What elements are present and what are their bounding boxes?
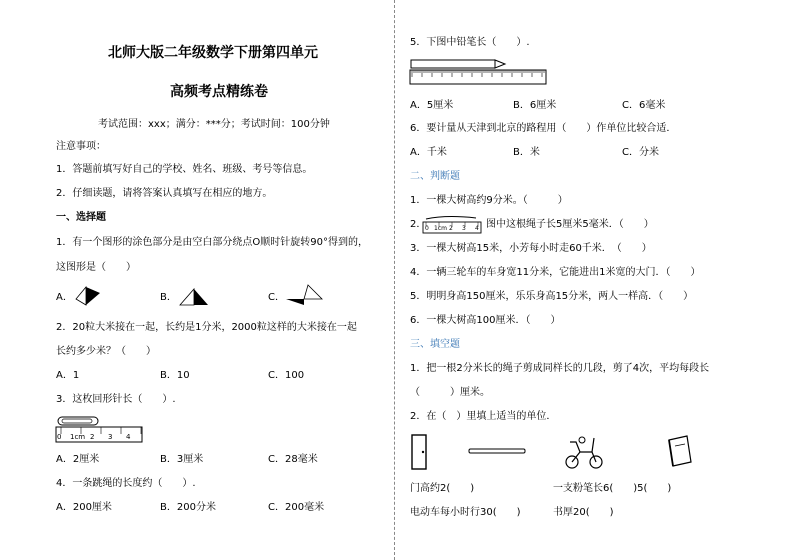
judge-item: 1．一棵大树高约9分米。（ ） <box>410 195 568 206</box>
chalk-icon <box>467 446 529 456</box>
ruler-tick-label: 0 <box>57 433 62 441</box>
paperclip-ruler-image <box>55 416 145 444</box>
ruler-tick-label: 2 <box>90 433 95 441</box>
judge-item: 图中这根绳子长5厘米5毫米．（ ） <box>486 219 654 230</box>
door-icon <box>410 434 430 470</box>
q5-option-b: B．6厘米 <box>513 100 557 111</box>
q6-option-a: A．千米 <box>410 147 447 158</box>
section-heading-judge: 二、判断题 <box>410 171 460 182</box>
fill2-pencil: 一支粉笔长6( )5( ) <box>553 483 672 494</box>
q3-option-b: B．3厘米 <box>160 454 204 465</box>
ruler-tick-label: 1cm <box>434 225 447 232</box>
fill2-book: 书厚20( ) <box>553 507 614 518</box>
q2-option-c: C．100 <box>268 370 305 381</box>
fill1-stem: 1．把一根2分米长的绳子剪成同样长的几段，剪了4次，平均每段长 <box>410 363 710 374</box>
q1-option-c: C． <box>268 292 285 303</box>
scooter-icon <box>562 432 606 470</box>
ruler-tick-label: 3 <box>108 433 113 441</box>
judge-item: 3．一棵大树高15米，小芳每小时走60千米． （ ） <box>410 243 652 254</box>
ruler-tick-label: 1cm <box>70 433 86 441</box>
q2-stem-cont: 长约多少米？（ ） <box>56 346 156 357</box>
notes-heading: 注意事项： <box>56 141 106 152</box>
ruler-tick-label: 0 <box>425 225 429 232</box>
q6-option-b: B．米 <box>513 147 540 158</box>
judge-item-number: 2． <box>410 219 427 230</box>
q2-option-a: A．1 <box>56 370 80 381</box>
q1-stem-cont: 这图形是（ ） <box>56 262 136 273</box>
q2-option-b: B．10 <box>160 370 190 381</box>
q6-option-c: C．分米 <box>622 147 659 158</box>
section-heading-choice: 一、选择题 <box>56 212 106 223</box>
judge-item: 4．一辆三轮车的车身宽11分米，它能进出1米宽的大门．（ ） <box>410 267 701 278</box>
rotation-figure-c <box>284 283 328 309</box>
exam-info: 考试范围：xxx；满分：***分；考试时间：100分钟 <box>98 119 330 130</box>
q6-stem: 6．要计量从天津到北京的路程用（ ）作单位比较合适． <box>410 123 677 134</box>
q4-option-b: B．200分米 <box>160 502 216 513</box>
q4-option-c: C．200毫米 <box>268 502 325 513</box>
q3-stem: 3．这枚回形针长（ ）. <box>56 394 176 405</box>
ruler-tick-label: 4 <box>475 225 479 232</box>
judge-item: 6．一棵大树高100厘米．（ ） <box>410 315 561 326</box>
column-divider <box>394 0 395 560</box>
rotation-figure-a <box>72 285 104 309</box>
fill1-stem-cont: （ ）厘米。 <box>410 387 490 398</box>
q4-stem: 4．一条跳绳的长度约（ ）. <box>56 478 196 489</box>
q3-option-a: A．2厘米 <box>56 454 100 465</box>
ruler-tick-label: 4 <box>126 433 131 441</box>
fill2-door: 门高约2( ) <box>410 483 475 494</box>
q1-option-a: A． <box>56 292 73 303</box>
ruler-tick-label: 3 <box>462 225 466 232</box>
fill2-stem: 2．在（ ）里填上适当的单位． <box>410 411 557 422</box>
page-title: 北师大版二年级数学下册第四单元 <box>108 45 318 61</box>
q5-stem: 5．下图中铅笔长（ ）. <box>410 37 530 48</box>
pencil-ruler-image <box>409 58 549 90</box>
q1-option-b: B． <box>160 292 177 303</box>
rotation-figure-b <box>178 285 214 309</box>
q2-stem: 2．20粒大米接在一起，长约是1分米，2000粒这样的大米接在一起 <box>56 322 357 333</box>
book-icon <box>665 434 695 468</box>
note-item: 2．仔细读题，请将答案认真填写在相应的地方。 <box>56 188 273 199</box>
q1-stem: 1．有一个图形的涂色部分是由空白部分绕点O顺时针旋转90°得到的， <box>56 237 368 248</box>
section-heading-fill: 三、填空题 <box>410 339 460 350</box>
fill2-scooter: 电动车每小时行30( ) <box>410 507 521 518</box>
q5-option-c: C．6毫米 <box>622 100 666 111</box>
q3-option-c: C．28毫米 <box>268 454 318 465</box>
judge-item: 5．明明身高150厘米，乐乐身高15分米，两人一样高．（ ） <box>410 291 694 302</box>
page-subtitle: 高频考点精练卷 <box>170 84 268 100</box>
note-item: 1．答题前填写好自己的学校、姓名、班级、考号等信息。 <box>56 164 313 175</box>
q4-option-a: A．200厘米 <box>56 502 112 513</box>
ruler-tick-label: 2 <box>449 225 453 232</box>
q5-option-a: A．5厘米 <box>410 100 454 111</box>
